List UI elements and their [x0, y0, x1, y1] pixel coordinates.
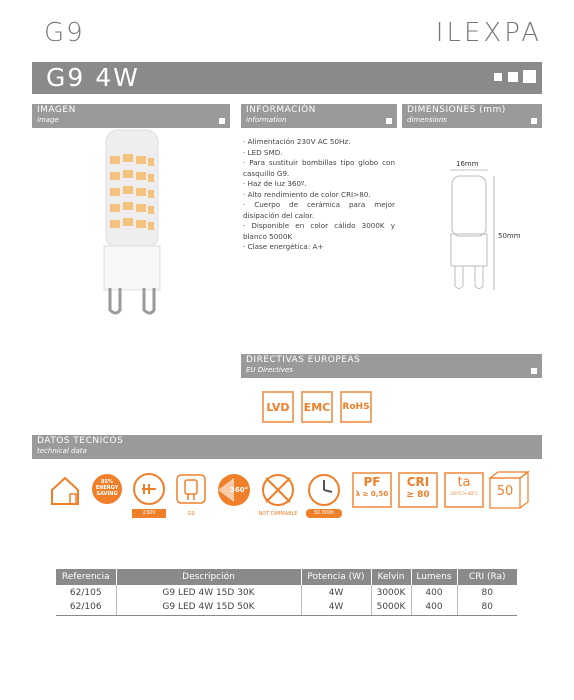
column-header: Potencia (W) — [301, 569, 371, 585]
square-icon — [531, 368, 537, 374]
brand-name: ILEXPA — [435, 18, 542, 48]
table-header-row — [56, 569, 517, 585]
info-item: · Cuerpo de cerámica para mejor disipación del calor. — [243, 200, 395, 220]
not-dimmable-icon — [260, 472, 296, 508]
dimensions-section-title: DIMENSIONES (mm) — [407, 105, 506, 115]
socket-label: G9 — [187, 511, 195, 517]
dimension-drawing — [440, 160, 500, 300]
column-header: CRI (Ra) — [457, 569, 517, 585]
table-row — [56, 600, 517, 615]
square-icon — [531, 118, 537, 124]
cri-value: ≥ 80 — [406, 490, 430, 500]
product-table — [56, 569, 517, 616]
power-factor-badge — [352, 472, 392, 508]
directives-section-header — [241, 354, 542, 378]
dimensions-section-subtitle: dimensions — [407, 116, 447, 124]
title-bar — [32, 62, 542, 94]
product-title: G9 4W — [46, 63, 140, 92]
ambient-temperature-range: -20°C/+40°C — [449, 492, 479, 497]
info-section-header — [241, 104, 397, 128]
table-cell: G9 LED 4W 15D 50K — [116, 600, 301, 615]
technical-section-header — [32, 435, 542, 459]
info-item: · Alto rendimiento de color CRI>80. — [243, 189, 371, 199]
info-item: · Clase energética: A+ — [243, 242, 324, 251]
product-code: G9 — [44, 18, 85, 48]
indoor-house-icon — [48, 472, 82, 506]
directives-section-subtitle: EU Directives — [246, 366, 293, 374]
medium-square-icon — [508, 72, 518, 82]
technical-section-title: DATOS TECNICOS — [37, 436, 124, 446]
table-cell: 80 — [481, 587, 493, 598]
column-header: Referencia — [56, 569, 116, 585]
image-section-header — [32, 104, 230, 128]
image-section-title: IMAGEN — [37, 105, 76, 115]
lifetime-icon — [306, 472, 342, 508]
voltage-label: 230V — [132, 509, 166, 518]
directives-section-title: DIRECTIVAS EUROPEAS — [246, 355, 361, 365]
table-cell: 400 — [411, 585, 457, 600]
lvd-badge: LVD — [262, 391, 294, 423]
box-quantity-value: 50 — [496, 484, 514, 499]
info-list — [243, 137, 395, 253]
info-item: · Para sustituir bombillas tipo globo con casquillo G9. — [243, 158, 395, 178]
table-row — [56, 585, 517, 600]
table-cell: 4W — [301, 585, 371, 600]
lifetime-label: 30.000h — [306, 509, 342, 518]
beam-angle-label: 360° — [230, 486, 249, 494]
table-cell: 62/106 — [56, 600, 116, 615]
square-icon — [386, 118, 392, 124]
small-square-icon — [494, 73, 502, 81]
dimensions-section-header — [402, 104, 542, 128]
info-item: · Alimentación 230V AC 50Hz. — [243, 137, 351, 146]
image-section-subtitle: image — [37, 116, 59, 124]
column-header: Lumens — [411, 569, 457, 585]
table-cell: G9 LED 4W 15D 30K — [116, 585, 301, 600]
technical-section-subtitle: technical data — [37, 447, 87, 455]
table-cell: 62/105 — [56, 585, 116, 600]
column-header: Descripción — [116, 569, 301, 585]
power-factor-title: PF — [363, 475, 381, 489]
column-header: Kelvin — [371, 569, 411, 585]
ambient-temperature-badge — [444, 472, 484, 508]
info-item: · LED SMD. — [243, 147, 283, 157]
emc-badge: EMC — [301, 391, 333, 423]
info-section-subtitle: information — [246, 116, 287, 124]
cri-badge — [398, 472, 438, 508]
socket-icon — [174, 472, 208, 506]
large-square-icon — [523, 70, 536, 83]
table-cell: 5000K — [371, 600, 411, 615]
cri-title: CRI — [406, 475, 430, 489]
table-cell: 400 — [411, 600, 457, 615]
table-cell: 4W — [301, 600, 371, 615]
g9-bulb-image — [92, 128, 172, 318]
table-cell: 3000K — [371, 585, 411, 600]
not-dimmable-label: NOT DIMMABLE — [258, 511, 298, 517]
square-icon — [219, 118, 225, 124]
rohs-badge: RoHS — [340, 391, 372, 423]
width-dimension: 16mm — [456, 160, 479, 168]
info-section-title: INFORMACIÓN — [246, 105, 316, 115]
info-item: · Haz de luz 360º. — [243, 179, 307, 188]
height-dimension: 50mm — [498, 232, 521, 240]
table-cell: 80 — [457, 600, 517, 615]
info-item: · Disponible en color cálido 3000K y blanco 5000K — [243, 221, 395, 241]
energy-saving-label: 85% ENERGY SAVING — [95, 479, 119, 497]
ambient-temperature-title: ta — [457, 475, 471, 490]
plug-icon — [132, 472, 166, 506]
power-factor-value: λ ≥ 0,50 — [355, 490, 389, 498]
